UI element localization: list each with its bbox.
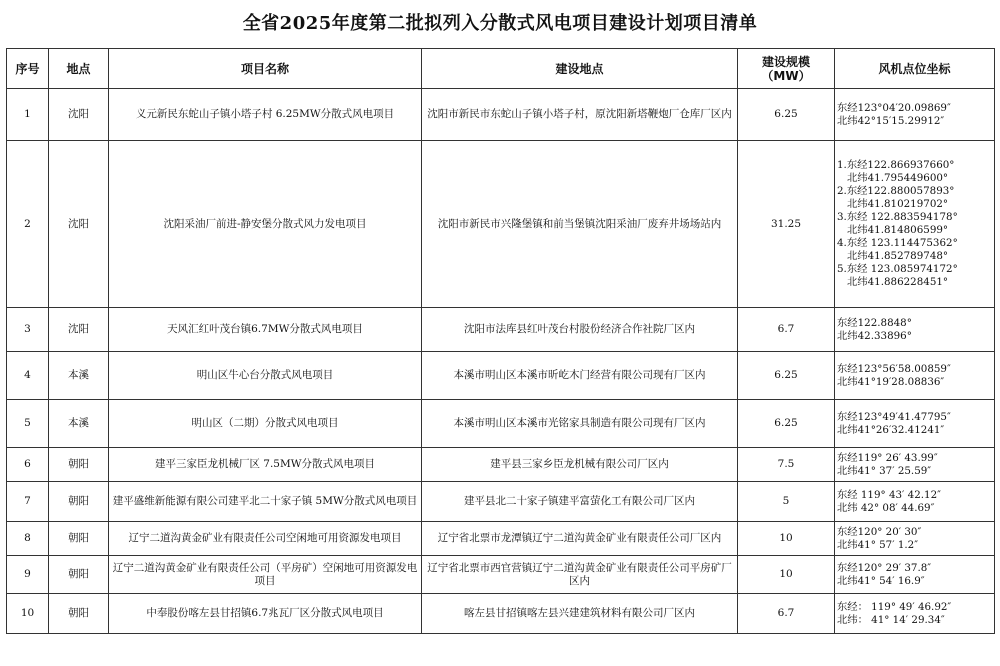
cell-project-name: 建平三家臣龙机械厂区 7.5MW分散式风电项目 [109, 448, 422, 482]
cell-site: 沈阳市法库县红叶茂台村股份经济合作社院厂区内 [422, 308, 738, 352]
cell-location: 本溪 [49, 352, 109, 400]
header-scale: 建设规模（MW） [738, 49, 835, 89]
cell-project-name: 天风汇红叶茂台镇6.7MW分散式风电项目 [109, 308, 422, 352]
cell-scale: 6.25 [738, 89, 835, 141]
cell-location: 本溪 [49, 400, 109, 448]
coordinate-line: 2.东经122.880057893° [837, 185, 955, 197]
table-row [7, 308, 995, 352]
cell-site: 本溪市明山区本溪市光铭家具制造有限公司现有厂区内 [422, 400, 738, 448]
cell-coordinates [835, 556, 995, 594]
coordinate-line: 北纬41° 57′ 1.2″ [837, 538, 919, 551]
cell-no: 9 [7, 556, 49, 594]
coordinate-line: 东经123°04′20.09869″ [837, 101, 951, 114]
table-row [7, 400, 995, 448]
cell-project-name: 明山区（二期）分散式风电项目 [109, 400, 422, 448]
cell-no: 3 [7, 308, 49, 352]
coordinate-line: 北纬41° 54′ 16.9″ [837, 574, 925, 587]
cell-site: 建平县北二十家子镇建平富萤化工有限公司厂区内 [422, 482, 738, 522]
coordinate-line: 北纬41°26′32.41241″ [837, 423, 945, 436]
cell-location: 朝阳 [49, 556, 109, 594]
header-project-name: 项目名称 [109, 49, 422, 89]
table-row [7, 522, 995, 556]
cell-coordinates [835, 482, 995, 522]
cell-scale: 5 [738, 482, 835, 522]
coordinate-line: 北纬41.852789748° [847, 250, 949, 262]
cell-location: 沈阳 [49, 308, 109, 352]
cell-coordinates [835, 594, 995, 634]
cell-site: 辽宁省北票市龙潭镇辽宁二道沟黄金矿业有限责任公司厂区内 [422, 522, 738, 556]
coordinate-line: 北纬： 41° 14′ 29.34″ [837, 613, 945, 626]
cell-project-name: 沈阳采油厂前进-静安堡分散式风力发电项目 [109, 141, 422, 308]
table-row [7, 556, 995, 594]
coordinate-line: 3.东经 122.883594178° [837, 211, 958, 223]
cell-scale: 6.7 [738, 308, 835, 352]
cell-project-name: 义元新民东蛇山子镇小塔子村 6.25MW分散式风电项目 [109, 89, 422, 141]
coordinate-line: 东经120° 20′ 30″ [837, 525, 922, 538]
coordinate-line: 东经 119° 43′ 42.12″ [837, 488, 941, 501]
cell-location: 朝阳 [49, 522, 109, 556]
header-location: 地点 [49, 49, 109, 89]
table-row [7, 89, 995, 141]
cell-no: 7 [7, 482, 49, 522]
cell-coordinates [835, 141, 995, 308]
table-row [7, 448, 995, 482]
cell-scale: 10 [738, 522, 835, 556]
cell-no: 2 [7, 141, 49, 308]
cell-no: 6 [7, 448, 49, 482]
project-table [6, 48, 995, 634]
cell-coordinates [835, 522, 995, 556]
table-row [7, 352, 995, 400]
cell-location: 朝阳 [49, 448, 109, 482]
coordinate-line: 北纬41°19′28.08836″ [837, 375, 945, 388]
coordinate-line: 5.东经 123.085974172° [837, 263, 958, 275]
cell-location: 朝阳 [49, 482, 109, 522]
coordinate-line: 1.东经122.866937660° [837, 159, 955, 171]
cell-location: 沈阳 [49, 141, 109, 308]
cell-coordinates [835, 400, 995, 448]
coordinate-line: 北纬41.810219702° [847, 198, 949, 210]
coordinate-line: 东经119° 26′ 43.99″ [837, 451, 938, 464]
coordinate-line: 北纬 42° 08′ 44.69″ [837, 501, 935, 514]
coordinate-line: 北纬41.795449600° [847, 172, 949, 184]
table-row [7, 141, 995, 308]
coordinate-line: 东经122.8848° [837, 316, 912, 329]
coordinate-line: 北纬42.33896° [837, 329, 912, 342]
cell-scale: 6.25 [738, 400, 835, 448]
cell-location: 沈阳 [49, 89, 109, 141]
cell-no: 10 [7, 594, 49, 634]
cell-location: 朝阳 [49, 594, 109, 634]
coordinate-line: 北纬41° 37′ 25.59″ [837, 464, 932, 477]
coordinate-line: 4.东经 123.114475362° [837, 237, 958, 249]
cell-coordinates [835, 308, 995, 352]
cell-no: 1 [7, 89, 49, 141]
table-header-row [7, 49, 995, 89]
coordinate-line: 东经120° 29′ 37.8″ [837, 561, 932, 574]
cell-project-name: 建平盛维新能源有限公司建平北二十家子镇 5MW分散式风电项目 [109, 482, 422, 522]
coordinate-line: 北纬41.886228451° [847, 276, 949, 288]
header-site: 建设地点 [422, 49, 738, 89]
coordinate-line: 东经123°49′41.47795″ [837, 410, 951, 423]
cell-no: 5 [7, 400, 49, 448]
cell-coordinates [835, 89, 995, 141]
cell-site: 本溪市明山区本溪市昕屹木门经营有限公司现有厂区内 [422, 352, 738, 400]
cell-scale: 10 [738, 556, 835, 594]
cell-project-name: 中奉股份喀左县甘招镇6.7兆瓦厂区分散式风电项目 [109, 594, 422, 634]
cell-site: 喀左县甘招镇喀左县兴建建筑材料有限公司厂区内 [422, 594, 738, 634]
cell-site: 辽宁省北票市西官营镇辽宁二道沟黄金矿业有限责任公司平房矿厂区内 [422, 556, 738, 594]
cell-scale: 6.25 [738, 352, 835, 400]
cell-site: 沈阳市新民市东蛇山子镇小塔子村，原沈阳新塔鞭炮厂仓库厂区内 [422, 89, 738, 141]
cell-scale: 7.5 [738, 448, 835, 482]
table-row [7, 594, 995, 634]
cell-coordinates [835, 448, 995, 482]
coordinate-line: 东经： 119° 49′ 46.92″ [837, 600, 952, 613]
cell-scale: 6.7 [738, 594, 835, 634]
header-no: 序号 [7, 49, 49, 89]
cell-site: 建平县三家乡臣龙机械有限公司厂区内 [422, 448, 738, 482]
coordinate-line: 北纬42°15′15.29912″ [837, 114, 945, 127]
table-row [7, 482, 995, 522]
coordinate-line: 东经123°56′58.00859″ [837, 362, 951, 375]
header-coordinates: 风机点位坐标 [835, 49, 995, 89]
cell-no: 4 [7, 352, 49, 400]
cell-coordinates [835, 352, 995, 400]
cell-project-name: 辽宁二道沟黄金矿业有限责任公司空闲地可用资源发电项目 [109, 522, 422, 556]
cell-no: 8 [7, 522, 49, 556]
cell-project-name: 辽宁二道沟黄金矿业有限责任公司（平房矿）空闲地可用资源发电项目 [109, 556, 422, 594]
cell-project-name: 明山区牛心台分散式风电项目 [109, 352, 422, 400]
page-title: 全省2025年度第二批拟列入分散式风电项目建设计划项目清单 [242, 13, 758, 34]
cell-site: 沈阳市新民市兴隆堡镇和前当堡镇沈阳采油厂废弃井场场站内 [422, 141, 738, 308]
cell-scale: 31.25 [738, 141, 835, 308]
coordinate-line: 北纬41.814806599° [847, 224, 949, 236]
